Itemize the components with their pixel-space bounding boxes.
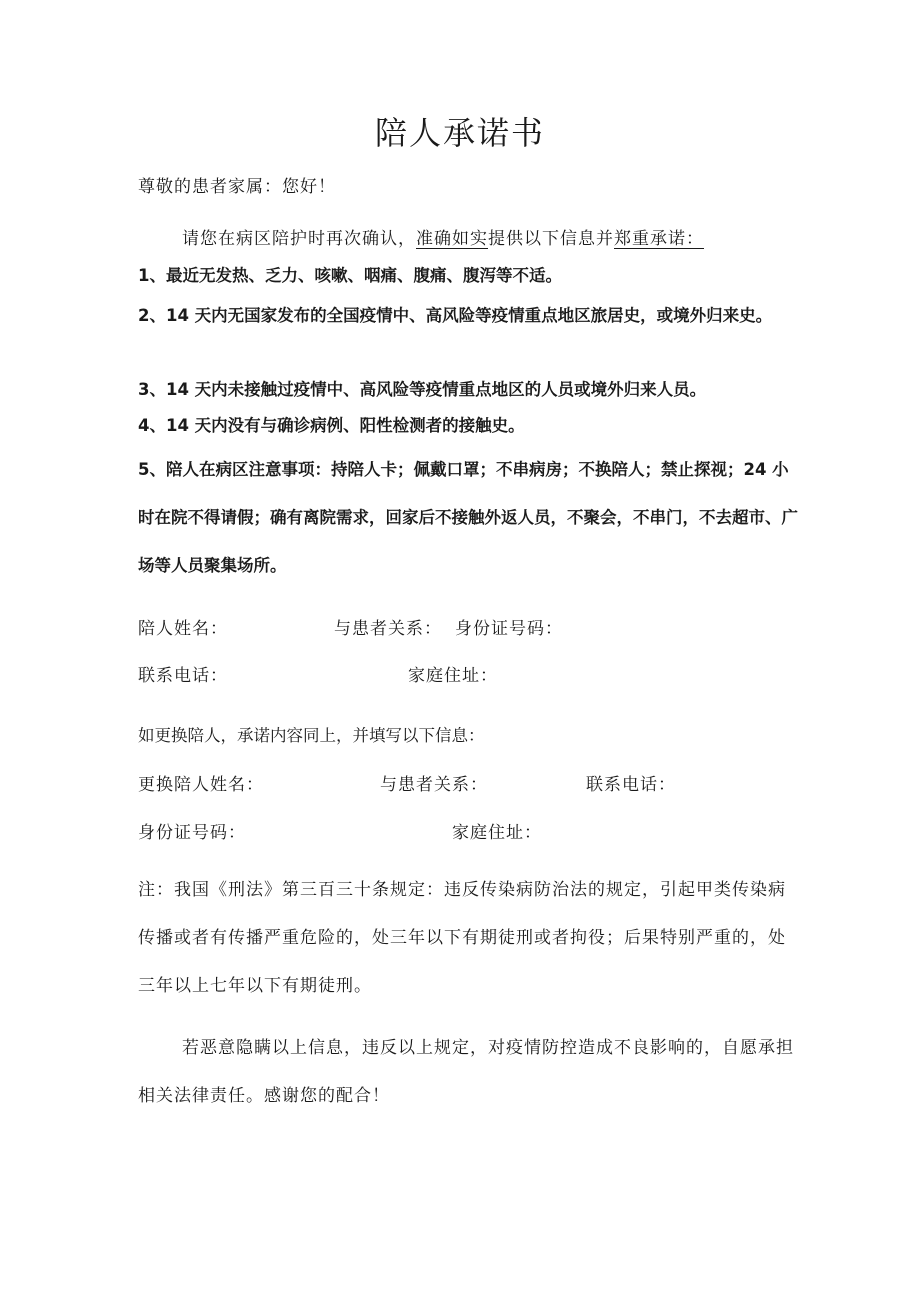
replace-companion-note: 如更换陪人，承诺内容同上，并填写以下信息：	[138, 726, 485, 745]
new-companion-name-label: 更换陪人姓名：	[138, 775, 264, 795]
companion-name-label: 陪人姓名：	[138, 619, 228, 639]
commitment-item-5: 5、陪人在病区注意事项：持陪人卡；佩戴口罩；不串病房；不换陪人；禁止探视；24 小时在院不得请假；确有离院需求，回家后不接触外返人员，不聚会，不串门，不去超市、广场等人员聚集场所。	[138, 460, 798, 575]
document-title: 陪人承诺书	[374, 114, 545, 152]
commitment-item-2: 2、14 天内无国家发布的全国疫情中、高风险等疫情重点地区旅居史，或境外归来史。	[138, 306, 773, 325]
companion-address-label: 家庭住址：	[408, 666, 498, 686]
new-companion-relation-label: 与患者关系：	[380, 775, 488, 795]
companion-phone-label: 联系电话：	[138, 666, 228, 686]
companion-id-label: 身份证号码：	[455, 619, 563, 639]
intro-underline-promise: 郑重承诺	[614, 229, 686, 249]
commitment-item-1: 1、最近无发热、乏力、咳嗽、咽痛、腹痛、腹泻等不适。	[138, 266, 562, 285]
commitment-item-3: 3、14 天内未接触过疫情中、高风险等疫情重点地区的人员或境外归来人员。	[138, 380, 707, 399]
intro-underline-accurate: 准确如实	[416, 229, 488, 249]
law-note: 注：我国《刑法》第三百三十条规定：违反传染病防治法的规定，引起甲类传染病传播或者有传播严重危险的，处三年以下有期徒刑或者拘役；后果特别严重的，处三年以上七年以下有期徒刑。	[138, 880, 786, 996]
new-companion-id-label: 身份证号码：	[138, 823, 246, 843]
new-companion-phone-label: 联系电话：	[586, 775, 676, 795]
commitment-item-4: 4、14 天内没有与确诊病例、阳性检测者的接触史。	[138, 416, 525, 435]
intro-prefix: 请您在病区陪护时再次确认，	[182, 229, 416, 249]
intro-paragraph	[182, 224, 704, 249]
greeting: 尊敬的患者家属：您好！	[138, 177, 336, 197]
new-companion-address-label: 家庭住址：	[452, 823, 542, 843]
intro-middle: 提供以下信息并	[488, 229, 614, 249]
companion-relation-label: 与患者关系：	[334, 619, 442, 639]
closing-statement: 若恶意隐瞒以上信息，违反以上规定，对疫情防控造成不良影响的，自愿承担相关法律责任。感谢您的配合！	[138, 1038, 794, 1106]
intro-suffix: ：	[686, 229, 704, 249]
